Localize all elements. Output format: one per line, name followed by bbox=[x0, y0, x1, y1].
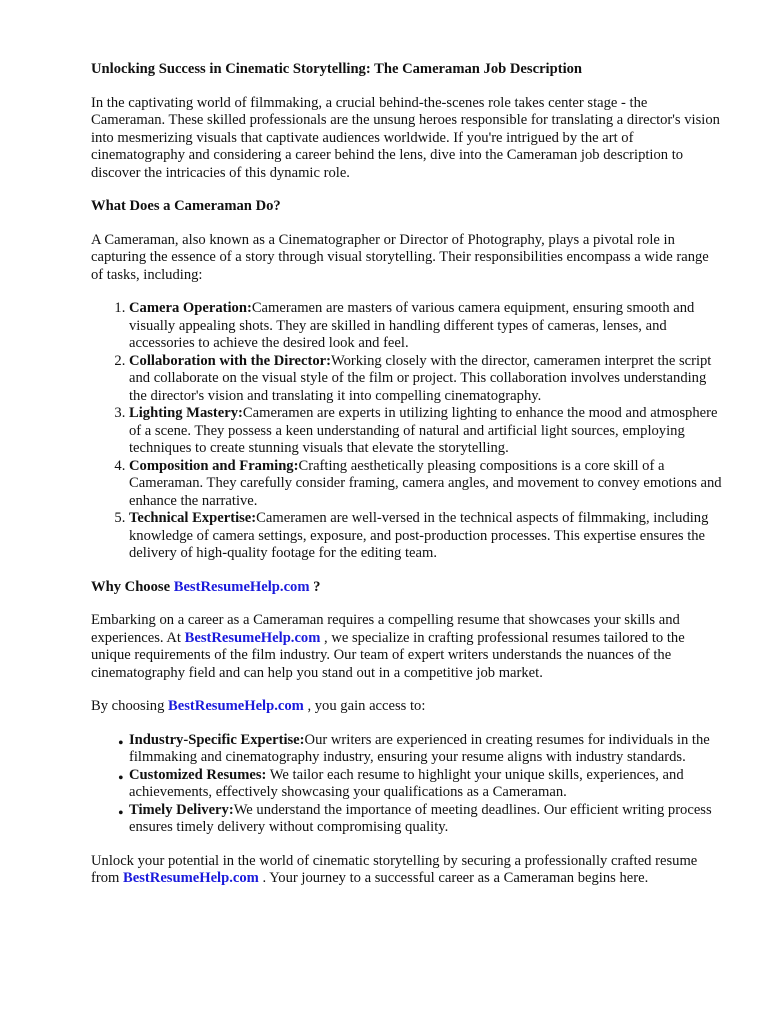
paragraph-text: Embarking on a career as a Cameraman requires a compelling resume that showcases your skills and experiences. At bbox=[91, 612, 680, 646]
bestresumehelp-link[interactable]: BestResumeHelp.com bbox=[173, 578, 310, 595]
list-item bbox=[129, 458, 723, 511]
section-heading-what-does: What Does a Cameraman Do? bbox=[91, 198, 281, 214]
page-title: Unlocking Success in Cinematic Storytelling: The Cameraman Job Description bbox=[91, 61, 583, 77]
heading-prefix: Why Choose bbox=[91, 578, 174, 595]
by-choosing-paragraph bbox=[91, 698, 723, 716]
list-item bbox=[129, 300, 723, 353]
list-item bbox=[129, 767, 723, 802]
responsibilities-list bbox=[91, 300, 723, 563]
bestresumehelp-link[interactable]: BestResumeHelp.com bbox=[168, 698, 304, 714]
list-item-text: Working closely with the director, cameramen interpret the script and collaborate on the visual style of the film or project. This collaboration involves understanding the director's vision and translating it into compelling cinematography. bbox=[129, 352, 712, 404]
bestresumehelp-link[interactable]: BestResumeHelp.com bbox=[123, 870, 259, 886]
list-item-text: Cameramen are masters of various camera equipment, ensuring smooth and visually appealing shots. They are skilled in handling different types of cameras, lenses, and accessories to achieve the desired look and feel. bbox=[129, 300, 695, 351]
paragraph-text: , we specialize in crafting professional resumes tailored to the unique requirements of the film industry. Our team of expert writers understands the nuances of the cinematography field and can help you stand out in a competitive job market. bbox=[91, 629, 685, 681]
list-item-term: Camera Operation: bbox=[129, 300, 252, 316]
intro-paragraph: In the captivating world of filmmaking, a crucial behind-the-scenes role takes center stage - the Cameraman. These skilled professionals are the unsung heroes responsible for translating a director's vision into mesmerizing visuals that captivate audiences worldwide. If you're intrigued by the art of cinematography and considering a career behind the lens, dive into the Cameraman job description to discover the intricacies of this dynamic role. bbox=[91, 94, 720, 181]
benefits-list bbox=[91, 732, 723, 837]
list-item-text: We tailor each resume to highlight your unique skills, experiences, and achievements, effectively showcasing your qualifications as a Cameraman. bbox=[129, 766, 684, 800]
list-item-term: Composition and Framing: bbox=[129, 457, 299, 474]
bestresumehelp-link[interactable]: BestResumeHelp.com bbox=[184, 629, 321, 646]
list-item-text: Cameramen are experts in utilizing lighting to enhance the mood and atmosphere of a scene. They possess a keen understanding of natural and artificial light sources, employing techniques to create stunning visuals that elevate the storytelling. bbox=[129, 405, 718, 456]
section-body-what-does: A Cameraman, also known as a Cinematographer or Director of Photography, plays a pivotal role in capturing the essence of a story through visual storytelling. Their responsibilities encompass a wide range of tasks, including: bbox=[91, 231, 709, 283]
list-item bbox=[129, 353, 723, 406]
list-item-term: Technical Expertise: bbox=[129, 510, 257, 526]
paragraph-text: , you gain access to: bbox=[303, 698, 426, 714]
list-item-text: Crafting aesthetically pleasing compositions is a core skill of a Cameraman. They carefully consider framing, camera angles, and movement to convey emotions and enhance the narrative. bbox=[129, 457, 722, 509]
list-item bbox=[129, 510, 723, 563]
list-item-text: Cameramen are well-versed in the technical aspects of filmmaking, including knowledge of camera settings, exposure, and post-production processes. This expertise ensures the delivery of high-quality footage for the editing team. bbox=[129, 510, 709, 561]
paragraph-text: . Your journey to a successful career as a Cameraman begins here. bbox=[258, 870, 649, 886]
list-item-term: Collaboration with the Director: bbox=[129, 352, 331, 369]
paragraph-text: By choosing bbox=[91, 698, 169, 714]
list-item-term: Timely Delivery: bbox=[129, 801, 234, 818]
list-item bbox=[129, 405, 723, 458]
list-item-term: Industry-Specific Expertise: bbox=[129, 731, 305, 748]
list-item bbox=[129, 732, 723, 767]
list-item-term: Customized Resumes: bbox=[129, 766, 267, 783]
closing-paragraph bbox=[91, 853, 723, 888]
document-page bbox=[91, 61, 723, 904]
list-item-text: Our writers are experienced in creating resumes for individuals in the filmmaking and cinematography industry, ensuring your resume aligns with industry standards. bbox=[129, 731, 710, 765]
heading-suffix: ? bbox=[309, 578, 321, 595]
section-heading-why-choose bbox=[91, 579, 723, 597]
paragraph-text: Unlock your potential in the world of cinematic storytelling by securing a professionally crafted resume from bbox=[91, 852, 698, 886]
list-item bbox=[129, 802, 723, 837]
list-item-text: We understand the importance of meeting deadlines. Our efficient writing process ensures timely delivery without compromising quality. bbox=[129, 801, 712, 835]
list-item-term: Lighting Mastery: bbox=[129, 405, 243, 421]
why-choose-paragraph bbox=[91, 612, 723, 682]
